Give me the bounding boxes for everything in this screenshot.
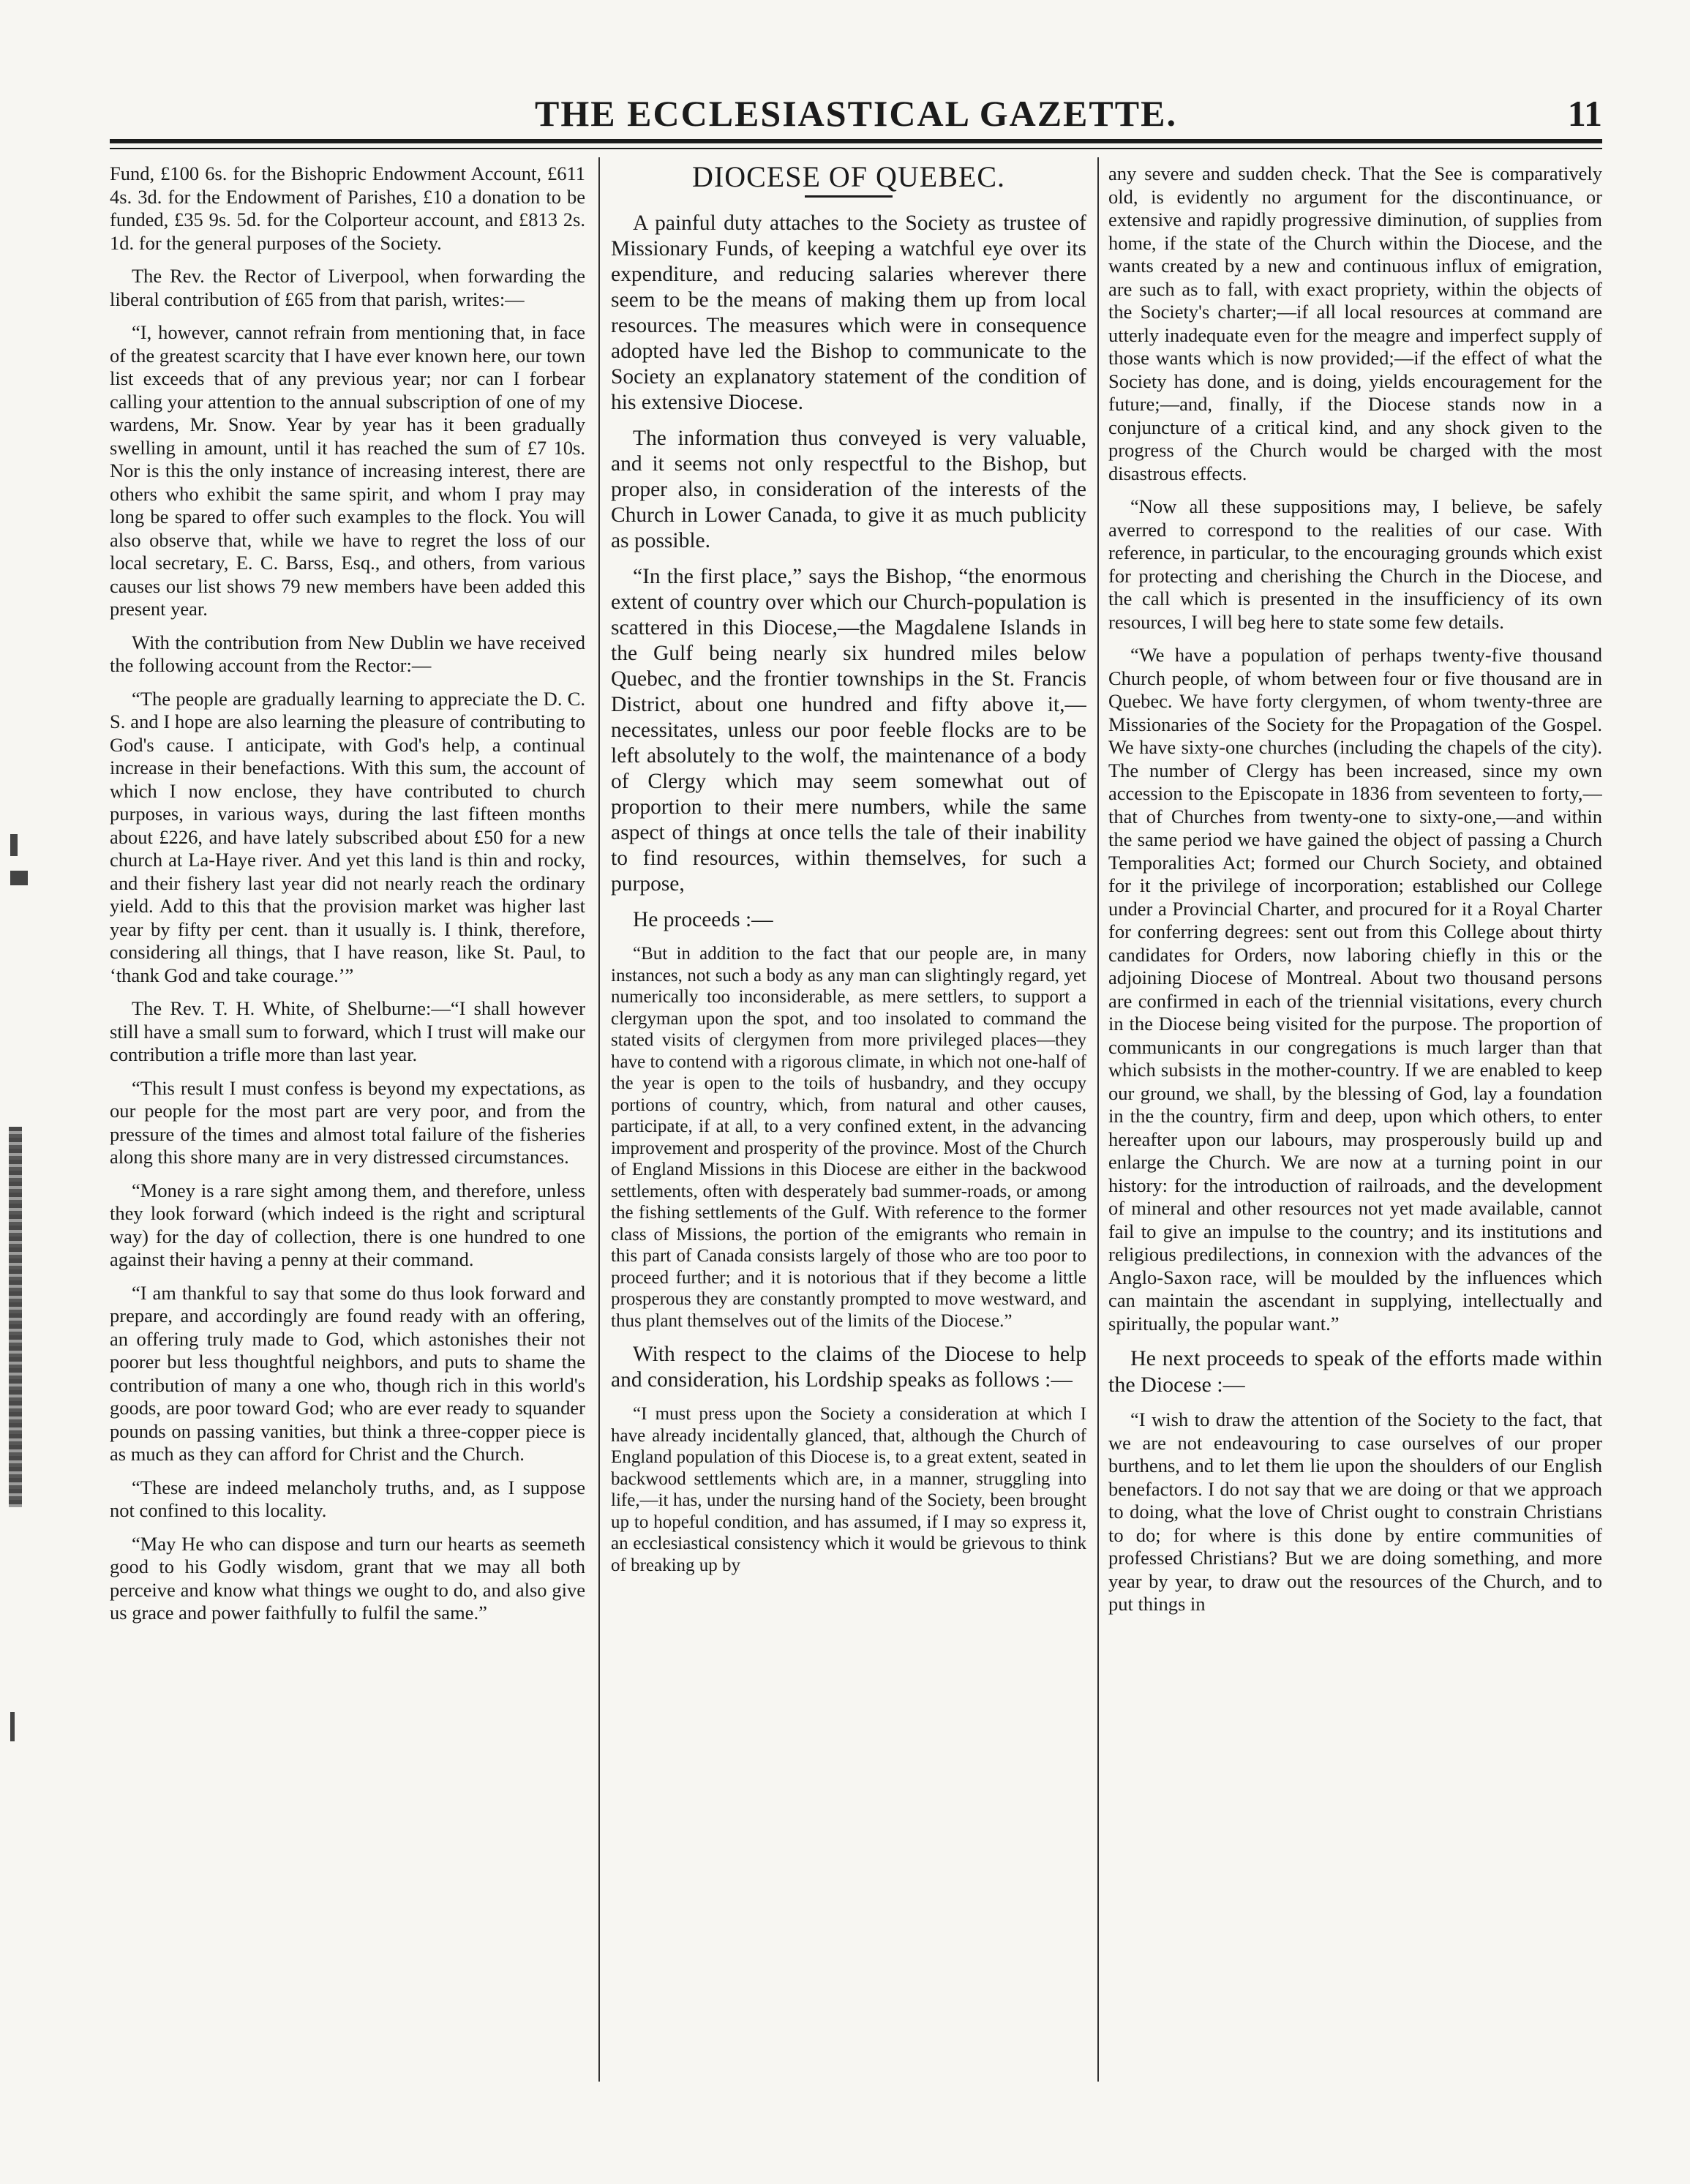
title-rule (805, 195, 893, 198)
paragraph-quote: “I must press upon the Society a consideration at which I have already incidentally glanced, that, although the Church of England population of this Diocese is, to a great extent, seated in backwood settlements which are, in a manner, struggling into life,—it has, under the nursing hand of the Society, been brought up to hopeful condition, and has assumed, if I may so express it, an ecclesiastical consistency which it would be grievous to think of breaking up by (611, 1404, 1086, 1575)
paragraph: With respect to the claims of the Diocese to help and consideration, his Lordship speaks as follows :— (611, 1343, 1086, 1392)
header-rule-thick (110, 139, 1602, 143)
paragraph: “May He who can dispose and turn our hearts as seemeth good to his Godly wisdom, grant that we may all both perceive and know what things we ought to do, and also give us grace and power faithfully to fulfil the same.” (110, 1532, 585, 1624)
page-number: 11 (1567, 93, 1602, 134)
paragraph: “This result I must confess is beyond my expectations, as our people for the most part are very poor, and from the pressure of the times and almost total failure of the fisheries along this shore many are in very distressed circumstances. (110, 1076, 585, 1168)
header-title: THE ECCLESIASTICAL GAZETTE. (535, 93, 1177, 134)
paragraph: “In the first place,” says the Bishop, “the enormous extent of country over which our Church-population is scattered in this Diocese,—the Magdalene Islands in the Gulf being nearly six hundred miles below Quebec, and the frontier townships in the St. Francis District, about one hundred and fifty above it,—necessitates, unless our poor feeble flocks are to be left absolutely to the wolf, the maintenance of a body of Clergy which may seem somewhat out of proportion to their mere numbers, while the same aspect of things at once tells the tale of their inability to find resources, within themselves, for such a purpose, (611, 565, 1086, 896)
column-divider (1097, 157, 1099, 2082)
paragraph: The information thus conveyed is very valuable, and it seems not only respectful to the Bishop, but proper also, in consideration of the interests of the Church in Lower Canada, to give it as much publicity as possible. (611, 427, 1086, 552)
column-middle (611, 162, 1086, 2082)
column-divider (598, 157, 600, 2082)
paragraph-large: He next proceeds to speak of the efforts made within the Diocese :— (1108, 1346, 1602, 1397)
scan-margin-artifact (9, 1127, 22, 1507)
paragraph: He proceeds :— (633, 908, 773, 931)
column-right (1108, 162, 1602, 2082)
paragraph: any severe and sudden check. That the See is comparatively old, is evidently no argument for the discontinuance, or extensive and rapidly progressive diminution, of supplies from home, if the state of the Church within the Diocese, and the wants created by a new and continuous influx of emigration, are such as to fall, with exact propriety, within the objects of the Society's charter;—if all local resources at command are utterly inadequate even for the meagre and imperfect supply of those wants which is now provided;—if the effect of what the Society has done, and is doing, yields encouragement for the future;—and, finally, if the Diocese stands now in a conjuncture of a critical kind, and any shock given to the progress of the Church would be charged with the most disastrous effects. (1108, 162, 1602, 484)
paragraph: With the contribution from New Dublin we have received the following account from the Rector:— (110, 631, 585, 676)
page-header (110, 88, 1602, 139)
paragraph: “I am thankful to say that some do thus look forward and prepare, and accordingly are found ready with an offering, an offering truly made to God, which astonishes their not poorer but less thoughtful neighbors, and puts to shame the contribution of many a one who, though rich in this world's goods, are poor toward God; who are ever ready to squander pounds on passing vanities, but think a three-copper piece is as much as they can afford for Christ and the Church. (110, 1281, 585, 1465)
paragraph: A painful duty attaches to the Society as trustee of Missionary Funds, of keeping a watchful eye over its expenditure, and reducing salaries wherever there seem to be the means of making them up from local resources. The measures which were in consequence adopted have led the Bishop to communicate to the Society an explanatory statement of the condition of his extensive Diocese. (611, 211, 1086, 414)
paragraph: “The people are gradually learning to appreciate the D. C. S. and I hope are also learning the pleasure of contributing to God's cause. I anticipate, with God's help, a continual increase in their benefactions. With this sum, the account of which I now enclose, they have contributed to church purposes, in various ways, during the last fifteen months about £226, and have lately subscribed about £50 for a new church at La-Haye river. And yet this land is thin and rocky, and their fishery last year did not nearly reach the ordinary yield. Add to this that the provision market was higher last year by fifty per cent. than it usually is. I think, therefore, considering all things, that I have reason, like St. Paul, to ‘thank God and take courage.’” (110, 687, 585, 986)
paragraph: “These are indeed melancholy truths, and, as I suppose not confined to this locality. (110, 1476, 585, 1521)
paragraph: “Money is a rare sight among them, and therefore, unless they look forward (which indeed is the right and scriptural way) for the day of collection, there is one hundred to one against their having a penny at their command. (110, 1179, 585, 1270)
paragraph: The Rev. T. H. White, of Shelburne:—“I shall however still have a small sum to forward, which I trust will make our contribution a trifle more than last year. (110, 997, 585, 1065)
header-rule-thin (110, 148, 1602, 149)
paragraph: “Now all these suppositions may, I believe, be safely averred to correspond to the realities of our case. With reference, in particular, to the encouraging grounds which exist for protecting and cherishing the Church in the Diocese, and the call which is presented in the insufficiency of its own resources, I will beg here to state some few details. (1108, 495, 1602, 633)
scan-margin-mark (10, 1712, 15, 1741)
paragraph: Fund, £100 6s. for the Bishopric Endowment Account, £611 4s. 3d. for the Endowment of Parishes, £10 a donation to be funded, £35 9s. 5d. for the Colporteur account, and £813 2s. 1d. for the general purposes of the Society. (110, 162, 585, 254)
section-title: DIOCESE OF QUEBEC. (691, 162, 1006, 193)
paragraph: The Rev. the Rector of Liverpool, when forwarding the liberal contribution of £65 from that parish, writes:— (110, 265, 585, 310)
paragraph: “We have a population of perhaps twenty-five thousand Church people, of whom between four or five thousand are in Quebec. We have forty clergymen, of whom twenty-three are Missionaries of the Society for the Propagation of the Gospel. We have sixty-one churches (including the chapels of the city). The number of Clergy has been increased, since my own accession to the Episcopate in 1836 from seventeen to forty,—that of Churches from twenty-one to sixty-one,—and within the same period we have gained the object of passing a Church Temporalities Act; formed our Church Society, and obtained for it the privilege of incorporation; established our College under a Provincial Charter, and procured for it a Royal Charter for conferring degrees: sent out from this College about thirty candidates for Orders, now laboring chiefly in this or the adjoining Diocese of Montreal. About two thousand persons are confirmed in each of the triennial visitations, every church in the Diocese being visited for the purpose. The proportion of communicants in our congregations is much larger than that which subsists in the mother-country. If we are enabled to keep our ground, we shall, by the blessing of God, lay a foundation in the the country, firm and deep, upon which others, to enter hereafter upon our labours, may prosperously build up and enlarge the Church. We are now at a turning point in our history: for the introduction of railroads, and the development of mineral and other resources not yet made available, cannot fail to give an impulse to the country; and its institutions and religious predilections, in connexion with the advances of the Anglo-Saxon race, will be moulded by the influences which can maintain the ascendant in supplying, intellectually and spiritually, the popular want.” (1108, 644, 1602, 1335)
paragraph-quote: “But in addition to the fact that our people are, in many instances, not such a body as any man can slightingly regard, yet numerically too inconsiderable, as mere settlers, to support a clergyman upon the spot, and too insolated to command the stated visits of clergymen from more privileged places—they have to contend with a rigorous climate, in which not one-half of the year is open to the toils of husbandry, and they occupy portions of country, which, from natural and other causes, participate, if at all, to a very confined extent, in the advancing improvement and prosperity of the province. Most of the Church of England Missions in this Diocese are either in the backwood settlements, often with desperately bad summer-roads, or among the fishing settlements of the Gulf. With reference to the former class of Missions, the portion of the emigrants who remain in this part of Canada consists largely of those who are too poor to proceed further; and it is notorious that if they become a little prosperous they are constantly prompted to move westward, and thus plant themselves out of the limits of the Diocese.” (611, 944, 1086, 1331)
scan-margin-mark (10, 834, 18, 856)
scan-margin-mark (10, 871, 28, 885)
paragraph: “I, however, cannot refrain from mentioning that, in face of the greatest scarcity that I have ever known here, our town list exceeds that of any previous year; nor can I forbear calling your attention to the annual subscription of one of my wardens, Mr. Snow. Year by year has it been gradually swelling in amount, until it has reached the sum of £7 10s. Nor is this the only instance of increasing interest, there are others who exhibit the same spirit, and whom I pray may long be spared to offer such examples to the flock. You will also observe that, while we have to regret the loss of our local secretary, E. C. Barss, Esq., and others, from various causes our list shows 79 new members have been added this present year. (110, 321, 585, 620)
column-left (110, 162, 585, 2082)
paragraph: “I wish to draw the attention of the Society to the fact, that we are not endeavouring to case ourselves of our proper burthens, and to let them lie upon the shoulders of our English benefactors. I do not say that we are doing or that we approach to doing, what the love of Christ ought to constrain Christians to do; for where is this done by entire communities of professed Christians? But we are doing something, and more year by year, to draw out the resources of the Church, and to put things in (1108, 1408, 1602, 1615)
